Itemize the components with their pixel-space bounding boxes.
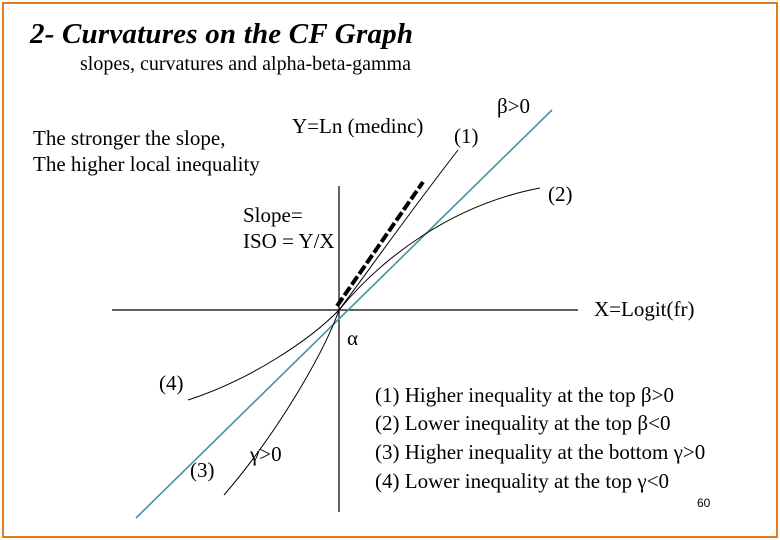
curve-3 (224, 310, 339, 495)
x-axis-label: X=Logit(fr) (594, 297, 695, 321)
legend-item-4: (4) Lower inequality at the top γ<0 (375, 469, 670, 493)
curve-label-2: (2) (548, 182, 573, 206)
annotation-line-1: The stronger the slope, (33, 126, 226, 150)
curve-label-4: (4) (159, 371, 184, 395)
curve-label-3: (3) (190, 458, 215, 482)
beta-label: β>0 (497, 94, 531, 118)
legend-item-3: (3) Higher inequality at the bottom γ>0 (375, 440, 706, 464)
slope-label-line-2: ISO = Y/X (243, 229, 335, 253)
legend-item-2: (2) Lower inequality at the top β<0 (375, 411, 671, 435)
annotation-line-2: The higher local inequality (33, 152, 260, 176)
slide-number: 60 (697, 496, 711, 510)
gamma-label: γ>0 (250, 442, 282, 466)
y-axis-label: Y=Ln (medinc) (292, 114, 424, 138)
curve-4 (188, 310, 339, 400)
alpha-label: α (347, 326, 359, 350)
slope-label-line-1: Slope= (243, 203, 303, 227)
legend-item-1: (1) Higher inequality at the top β>0 (375, 383, 674, 407)
slide-title: 2- Curvatures on the CF Graph (30, 18, 414, 50)
curve-1 (339, 150, 458, 310)
curve-2 (339, 188, 540, 310)
curve-label-1: (1) (454, 124, 479, 148)
slide-subtitle: slopes, curvatures and alpha-beta-gamma (80, 53, 411, 75)
